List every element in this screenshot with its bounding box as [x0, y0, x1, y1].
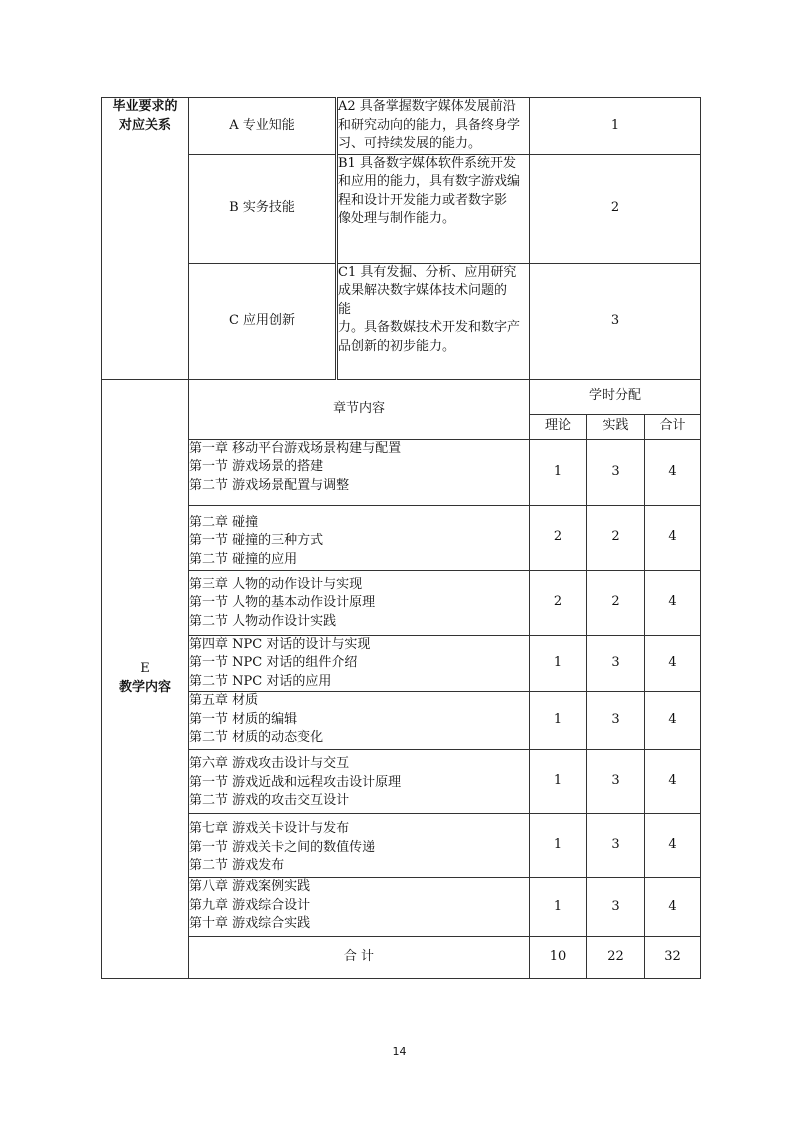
chapter-line: 第二节 游戏的攻击交互设计	[189, 793, 350, 808]
chapter-line: 第一节 游戏关卡之间的数值传递	[189, 839, 376, 855]
requirement-description	[337, 98, 530, 155]
grand-total-theory: 10	[530, 937, 587, 979]
chapter-line: 第六章 游戏攻击设计与交互	[189, 756, 350, 771]
total-hours: 4	[645, 505, 701, 570]
grand-total-label: 合 计	[189, 937, 530, 979]
chapter-line: 第一章 移动平台游戏场景构建与配置	[189, 440, 402, 456]
practice-hours: 2	[587, 505, 645, 570]
chapter-line: 第二节 人物动作设计实践	[189, 613, 337, 629]
teaching-label-text: 教学内容	[118, 679, 171, 695]
theory-hours: 1	[530, 814, 587, 878]
total-header: 合计	[645, 414, 701, 439]
description-line: 品创新的初步能力。	[338, 338, 456, 354]
chapter-line: 第七章 游戏关卡设计与发布	[189, 821, 350, 836]
practice-hours: 3	[587, 635, 645, 692]
chapter-cell	[189, 814, 530, 878]
chapter-line: 第一节 人物的基本动作设计原理	[189, 595, 376, 610]
practice-hours: 3	[587, 814, 645, 878]
requirement-category: B 实务技能	[189, 154, 337, 263]
chapter-cell	[189, 635, 530, 692]
chapter-line: 第二章 碰撞	[189, 514, 259, 530]
theory-hours: 1	[530, 692, 587, 750]
page-number: 14	[392, 1045, 407, 1058]
grand-total-practice: 22	[587, 937, 645, 979]
curriculum-table	[101, 97, 701, 979]
practice-hours: 2	[587, 570, 645, 635]
chapter-line: 第二节 碰撞的应用	[189, 551, 298, 567]
chapter-line: 第一节 材质的编辑	[189, 711, 298, 727]
total-hours: 4	[645, 750, 701, 814]
chapter-line: 第二节 游戏发布	[189, 858, 285, 873]
chapter-cell	[189, 505, 530, 570]
teaching-label	[102, 379, 189, 979]
total-hours: 4	[645, 570, 701, 635]
description-line: B1 具备数字媒体软件系统开发	[338, 155, 516, 171]
chapter-line: 第九章 游戏综合设计	[189, 897, 311, 913]
total-hours: 4	[645, 878, 701, 937]
hours-header: 学时分配	[530, 379, 701, 414]
theory-hours: 2	[530, 570, 587, 635]
chapter-cell	[189, 750, 530, 814]
requirement-value: 2	[530, 154, 701, 263]
theory-header: 理论	[530, 414, 587, 439]
description-line: 成果解决数字媒体技术问题的	[338, 283, 508, 298]
requirement-category: A 专业知能	[189, 98, 337, 155]
chapter-line: 第二节 材质的动态变化	[189, 730, 324, 745]
grand-total-total: 32	[645, 937, 701, 979]
practice-hours: 3	[587, 750, 645, 814]
chapter-cell	[189, 878, 530, 937]
description-line: C1 具有发掘、分析、应用研究	[338, 264, 517, 280]
requirements-label-line2: 对应关系	[118, 117, 171, 133]
total-hours: 4	[645, 635, 701, 692]
chapter-line: 第十章 游戏综合实践	[189, 916, 311, 931]
theory-hours: 2	[530, 505, 587, 570]
total-hours: 4	[645, 692, 701, 750]
chapter-line: 第四章 NPC 对话的设计与实现	[189, 636, 371, 652]
description-line: 力。具备数媒技术开发和数字产	[338, 320, 521, 335]
description-line: 程和设计开发能力或者数字影	[338, 192, 508, 208]
chapter-cell	[189, 570, 530, 635]
theory-hours: 1	[530, 878, 587, 937]
chapter-cell	[189, 692, 530, 750]
description-line: 像处理与制作能力。	[338, 211, 456, 226]
requirement-value: 1	[530, 98, 701, 155]
description-line: 和研究动向的能力，具备终身学	[338, 117, 521, 133]
chapter-line: 第二节 游戏场景配置与调整	[189, 477, 350, 493]
chapter-line: 第三章 人物的动作设计与实现	[189, 576, 363, 592]
chapter-line: 第一节 碰撞的三种方式	[189, 533, 324, 548]
requirements-label-line1: 毕业要求的	[112, 99, 178, 114]
requirement-category: C 应用创新	[189, 263, 337, 379]
theory-hours: 1	[530, 750, 587, 814]
total-hours: 4	[645, 814, 701, 878]
total-hours: 4	[645, 439, 701, 505]
description-line: 和应用的能力，具有数字游戏编	[338, 174, 521, 189]
requirements-label	[102, 98, 189, 380]
practice-hours: 3	[587, 439, 645, 505]
teaching-label-letter: E	[140, 661, 150, 677]
theory-hours: 1	[530, 635, 587, 692]
practice-hours: 3	[587, 692, 645, 750]
requirement-value: 3	[530, 263, 701, 379]
theory-hours: 1	[530, 439, 587, 505]
chapter-line: 第一节 NPC 对话的组件介绍	[189, 655, 358, 670]
requirement-description	[337, 263, 530, 379]
description-line: A2 具备掌握数字媒体发展前沿	[338, 99, 516, 114]
chapter-line: 第二节 NPC 对话的应用	[189, 673, 332, 689]
practice-hours: 3	[587, 878, 645, 937]
chapter-cell	[189, 439, 530, 505]
requirement-description	[337, 154, 530, 263]
chapter-content-header: 章节内容	[189, 379, 530, 439]
description-line: 习、可持续发展的能力。	[338, 136, 482, 151]
chapter-line: 第一节 游戏场景的搭建	[189, 459, 324, 474]
chapter-line: 第八章 游戏案例实践	[189, 879, 311, 894]
practice-header: 实践	[587, 414, 645, 439]
description-line: 能	[338, 301, 352, 317]
chapter-line: 第一节 游戏近战和远程攻击设计原理	[189, 774, 402, 790]
chapter-line: 第五章 材质	[189, 693, 259, 708]
